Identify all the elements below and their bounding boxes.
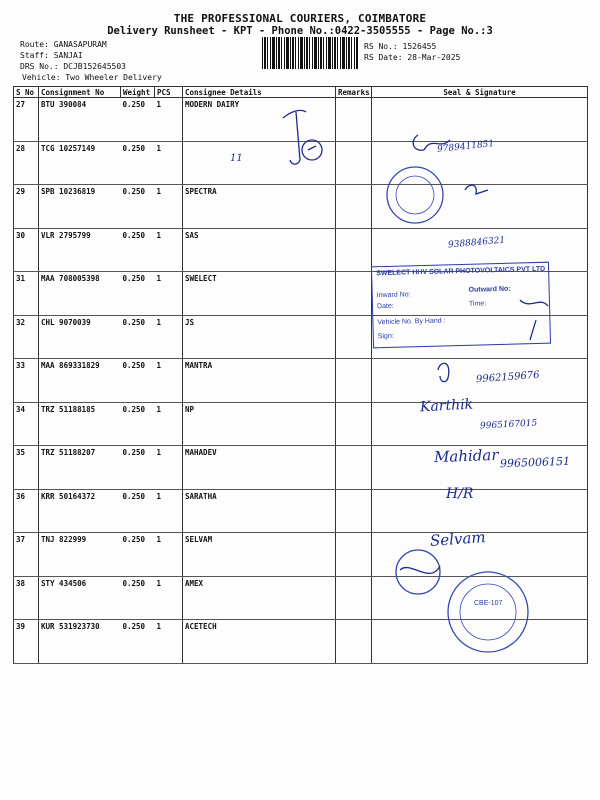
cell-pcs: 1: [155, 620, 183, 664]
cell-consignment: CHL 9070039: [39, 315, 121, 359]
table-row: [14, 98, 588, 142]
cell-seal: [372, 489, 588, 533]
cell-consignee: AMEX: [183, 576, 336, 620]
cell-pcs: 1: [155, 576, 183, 620]
cell-seal: [372, 576, 588, 620]
cell-consignee: ACETECH: [183, 620, 336, 664]
col-header-remarks: Remarks: [336, 87, 372, 98]
staff-line: [20, 51, 83, 60]
cell-weight: 0.250: [121, 185, 155, 229]
cell-consignment: TRZ 51188185: [39, 402, 121, 446]
cell-sno: 29: [14, 185, 39, 229]
cell-sno: 33: [14, 359, 39, 403]
stamp-outward: Outward No:: [468, 285, 511, 294]
row34-name: Karthik: [419, 396, 474, 416]
cell-consignment: MAA 708005398: [39, 272, 121, 316]
cell-consignee: SARATHA: [183, 489, 336, 533]
cell-weight: 0.250: [121, 576, 155, 620]
cell-consignment: BTU 390084: [39, 98, 121, 142]
cell-consignee: MANTRA: [183, 359, 336, 403]
cell-pcs: 1: [155, 402, 183, 446]
cell-consignment: TRZ 51188207: [39, 446, 121, 490]
drs-line: [20, 62, 126, 71]
col-header-consignment: Consignment No: [39, 87, 121, 98]
rs-no-value: 1526455: [402, 42, 437, 51]
cell-sno: 38: [14, 576, 39, 620]
cell-remarks: [336, 402, 372, 446]
cell-consignee: MAHADEV: [183, 446, 336, 490]
cell-consignment: VLR 2795799: [39, 228, 121, 272]
cell-consignment: TCG 10257149: [39, 141, 121, 185]
cell-sno: 30: [14, 228, 39, 272]
cell-sno: 32: [14, 315, 39, 359]
rs-no-label: RS No.:: [364, 42, 398, 51]
runsheet-subtitle: Delivery Runsheet - KPT - Phone No.:0422-3505555 - Page No.:3: [107, 25, 493, 37]
row30-phone: 9388846321: [447, 235, 506, 251]
col-header-seal: Seal & Signature: [372, 87, 588, 98]
drs-label: DRS No.:: [20, 62, 59, 71]
cell-pcs: 1: [155, 359, 183, 403]
col-header-sno: S No: [14, 87, 39, 98]
cell-consignment: KRR 50164372: [39, 489, 121, 533]
cell-consignee: SWELECT: [183, 272, 336, 316]
cell-sno: 31: [14, 272, 39, 316]
cell-weight: 0.250: [121, 446, 155, 490]
cell-remarks: [336, 533, 372, 577]
rs-date-value: 28-Mar-2025: [407, 53, 461, 62]
vehicle-value: Two Wheeler Delivery: [65, 73, 162, 82]
cell-sno: 27: [14, 98, 39, 142]
cell-sno: 28: [14, 141, 39, 185]
cell-seal: [372, 620, 588, 664]
route-value: GANASAPURAM: [53, 40, 107, 49]
cell-weight: 0.250: [121, 272, 155, 316]
cell-remarks: [336, 576, 372, 620]
seal-code: CBE-107: [474, 600, 503, 607]
staff-label: Staff:: [20, 51, 49, 60]
cell-sno: 39: [14, 620, 39, 664]
cell-consignee: SPECTRA: [183, 185, 336, 229]
table-row: [14, 533, 588, 577]
table-row: [14, 185, 588, 229]
row35-name: Mahidar: [433, 445, 499, 467]
vehicle-label: Vehicle:: [22, 73, 61, 82]
stamp-inward: Inward No:: [376, 291, 411, 300]
cell-remarks: [336, 315, 372, 359]
table-row: [14, 141, 588, 185]
cell-weight: 0.250: [121, 620, 155, 664]
cell-sno: 35: [14, 446, 39, 490]
vehicle-line: [22, 73, 162, 82]
cell-consignee: SELVAM: [183, 533, 336, 577]
cell-pcs: 1: [155, 489, 183, 533]
row36-note: H/R: [446, 486, 474, 502]
stamp-title: SWELECT HHV SOLAR PHOTOVOLTAICS PVT LTD: [376, 265, 546, 278]
staff-value: SANJAI: [53, 51, 83, 60]
route-label: Route:: [20, 40, 49, 49]
cell-weight: 0.250: [121, 228, 155, 272]
row28-phone: 9789411851: [436, 139, 495, 155]
cell-weight: 0.250: [121, 489, 155, 533]
cell-sno: 37: [14, 533, 39, 577]
rs-no-line: [364, 42, 436, 51]
col-header-consignee: Consignee Details: [183, 87, 336, 98]
cell-remarks: [336, 272, 372, 316]
rs-date-label: RS Date:: [364, 53, 403, 62]
cell-pcs: 1: [155, 141, 183, 185]
cell-consignee: MODERN DAIRY: [183, 98, 336, 142]
stamp-vehicle: Vehicle No. By Hand :: [377, 317, 446, 327]
cell-remarks: [336, 359, 372, 403]
cell-pcs: 1: [155, 98, 183, 142]
row28-mark: 11: [230, 153, 243, 164]
cell-remarks: [336, 185, 372, 229]
stamp-time: Time:: [468, 300, 487, 308]
cell-consignment: TNJ 822999: [39, 533, 121, 577]
cell-pcs: 1: [155, 446, 183, 490]
cell-pcs: 1: [155, 228, 183, 272]
cell-weight: 0.250: [121, 315, 155, 359]
cell-weight: 0.250: [121, 402, 155, 446]
table-header-row: [14, 87, 588, 98]
cell-consignment: KUR 531923730: [39, 620, 121, 664]
cell-seal: [372, 98, 588, 142]
route-line: [20, 40, 107, 49]
cell-remarks: [336, 489, 372, 533]
row33-phone: 9962159676: [475, 369, 540, 386]
cell-weight: 0.250: [121, 533, 155, 577]
table-row: [14, 620, 588, 664]
drs-value: DCJB152645503: [63, 62, 126, 71]
row37-sign: Selvam: [429, 528, 487, 550]
cell-consignee: SAS: [183, 228, 336, 272]
cell-seal: [372, 185, 588, 229]
cell-pcs: 1: [155, 315, 183, 359]
stamp-date: Date:: [376, 302, 394, 311]
cell-remarks: [336, 141, 372, 185]
company-title: THE PROFESSIONAL COURIERS, COIMBATORE: [173, 12, 427, 25]
cell-weight: 0.250: [121, 141, 155, 185]
table-row: [14, 489, 588, 533]
cell-consignment: SPB 10236819: [39, 185, 121, 229]
cell-consignee: JS: [183, 315, 336, 359]
barcode: [262, 37, 358, 69]
company-receiving-stamp: [371, 262, 551, 349]
cell-pcs: 1: [155, 185, 183, 229]
cell-consignee: NP: [183, 402, 336, 446]
cell-remarks: [336, 446, 372, 490]
cell-sno: 34: [14, 402, 39, 446]
col-header-pcs: PCS: [155, 87, 183, 98]
row35-phone: 9965006151: [499, 454, 571, 471]
cell-weight: 0.250: [121, 98, 155, 142]
cell-pcs: 1: [155, 272, 183, 316]
cell-consignment: MAA 869331829: [39, 359, 121, 403]
cell-consignment: STY 434506: [39, 576, 121, 620]
stamp-sign: Sign:: [377, 332, 394, 341]
rs-date-line: [364, 53, 460, 62]
cell-remarks: [336, 228, 372, 272]
row34-phone: 9965167015: [479, 418, 538, 432]
cell-remarks: [336, 620, 372, 664]
table-row: [14, 576, 588, 620]
col-header-weight: Weight: [121, 87, 155, 98]
cell-sno: 36: [14, 489, 39, 533]
cell-pcs: 1: [155, 533, 183, 577]
cell-consignee: [183, 141, 336, 185]
cell-remarks: [336, 98, 372, 142]
cell-weight: 0.250: [121, 359, 155, 403]
